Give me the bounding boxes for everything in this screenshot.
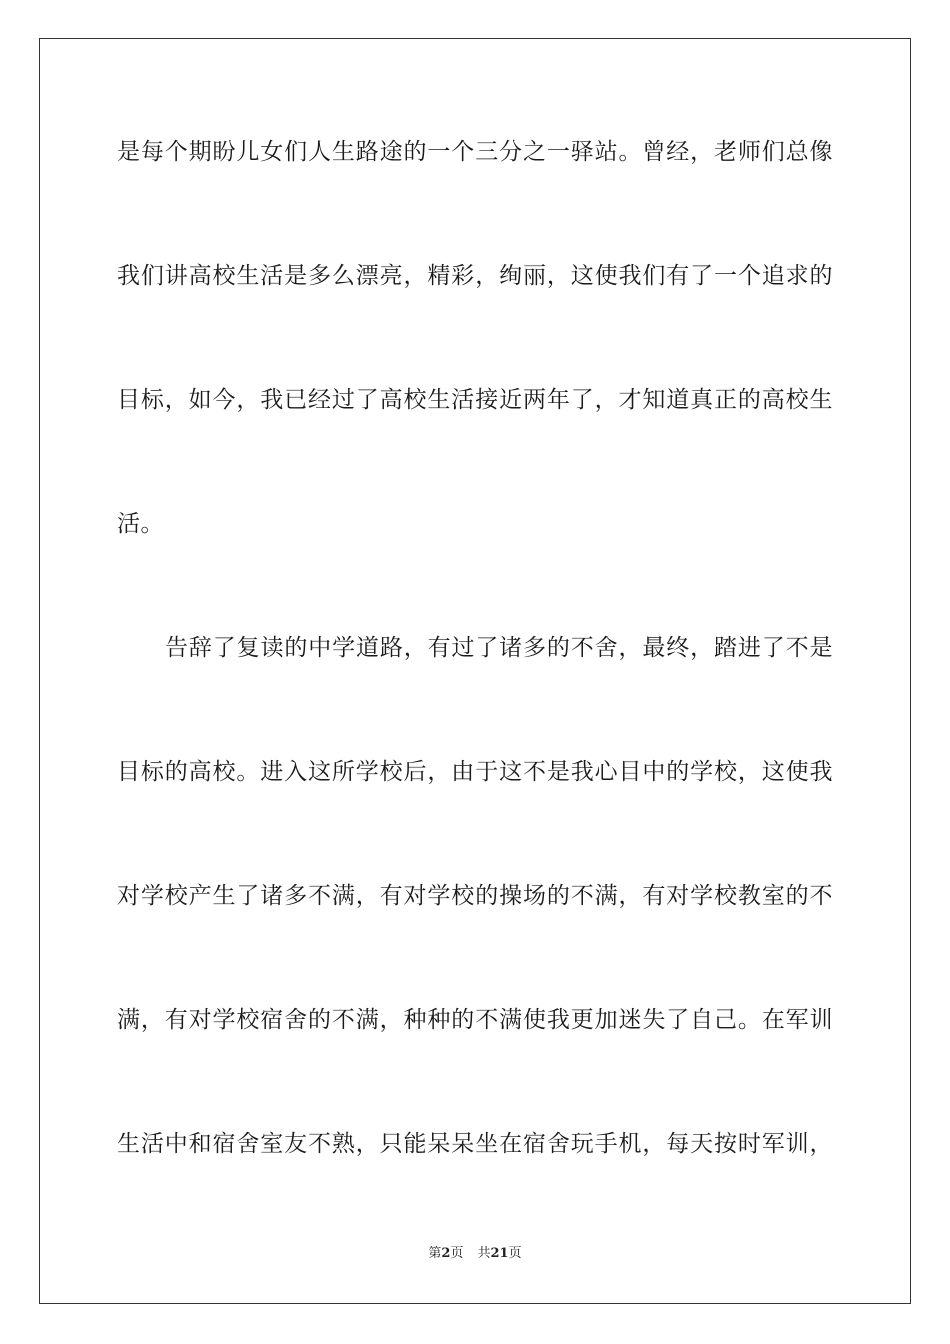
text-line-1: 是每个期盼儿女们人生路途的一个三分之一驿站。曾经，老师们总像 <box>117 139 833 165</box>
page-suffix: 页 <box>450 1246 464 1261</box>
total-prefix: 共 <box>477 1246 491 1261</box>
text-line-5: 告辞了复读的中学道路，有过了诸多的不舍，最终，踏进了不是 <box>165 635 833 661</box>
page-number: 2 <box>441 1246 451 1261</box>
total-suffix: 页 <box>508 1246 522 1261</box>
text-line-4: 活。 <box>117 511 164 537</box>
text-line-3: 目标，如今，我已经过了高校生活接近两年了，才知道真正的高校生 <box>117 387 833 413</box>
text-line-6: 目标的高校。进入这所学校后，由于这不是我心目中的学校，这使我 <box>117 759 833 785</box>
total-pages: 21 <box>490 1246 509 1261</box>
text-line-2: 我们讲高校生活是多么漂亮，精彩，绚丽，这使我们有了一个追求的 <box>117 263 833 289</box>
page-footer <box>0 1245 950 1263</box>
text-line-8: 满，有对学校宿舍的不满，种种的不满使我更加迷失了自己。在军训 <box>117 1007 833 1033</box>
page-prefix: 第 <box>428 1246 442 1261</box>
page-border <box>39 38 911 1304</box>
text-line-7: 对学校产生了诸多不满，有对学校的操场的不满，有对学校教室的不 <box>117 883 833 909</box>
text-line-9: 生活中和宿舍室友不熟，只能呆呆坐在宿舍玩手机，每天按时军训， <box>117 1131 833 1157</box>
